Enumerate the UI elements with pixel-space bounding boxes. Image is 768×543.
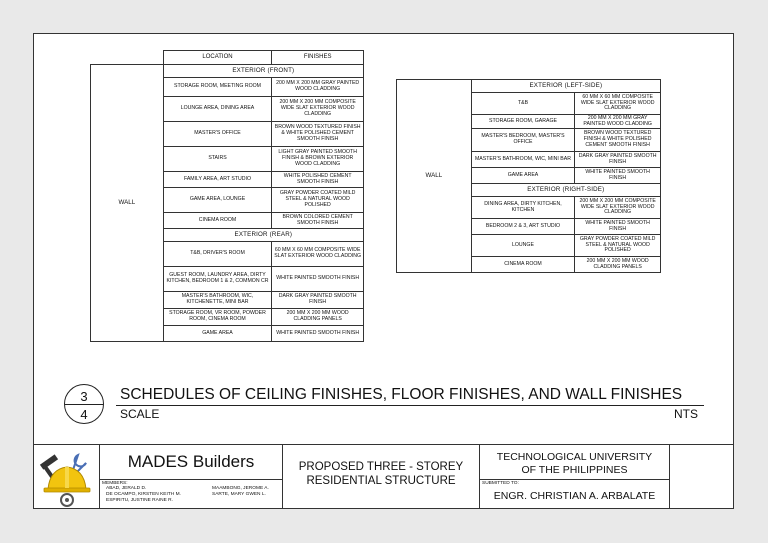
- company-cell: [100, 445, 283, 509]
- location-cell: T&B: [471, 93, 575, 115]
- school-name-line: OF THE PHILIPPINES: [521, 463, 628, 476]
- title-block-blank-cell: [670, 445, 733, 509]
- section-heading: EXTERIOR (RIGHT-SIDE): [471, 184, 660, 197]
- location-cell: DINING AREA, DIRTY KITCHEN, KITCHEN: [471, 197, 575, 219]
- project-cell: [283, 445, 480, 509]
- location-cell: LOUNGE: [471, 235, 575, 257]
- school-cell: [480, 445, 670, 509]
- company-logo: [34, 445, 100, 509]
- finish-cell: 200 MM X 200 MM COMPOSITE WIDE SLAT EXTERIOR WOOD CLADDING: [272, 97, 364, 122]
- school-name-line: TECHNOLOGICAL UNIVERSITY: [496, 451, 653, 463]
- location-cell: GAME AREA: [471, 168, 575, 184]
- column-header-location: LOCATION: [163, 51, 272, 65]
- finish-cell: LIGHT GRAY PAINTED SMOOTH FINISH & BROWN EXTERIOR WOOD CLADDING: [272, 147, 364, 172]
- scale-label: SCALE: [120, 407, 160, 421]
- submitted-to-name: ENGR. CHRISTIAN A. ARBALATE: [493, 490, 656, 502]
- scale-value: NTS: [674, 407, 698, 421]
- builder-helmet-tools-icon: [34, 445, 100, 509]
- schedule-title: SCHEDULES OF CEILING FINISHES, FLOOR FINISHES, AND WALL FINISHES: [120, 386, 683, 403]
- member-name: MAAMBONG, JEROME A.: [212, 486, 269, 491]
- wall-finishes-table-front-rear: [90, 50, 364, 342]
- drawing-sheet: [33, 33, 734, 509]
- location-cell: FAMILY AREA, ART STUDIO: [163, 172, 272, 188]
- submitted-to-label: SUBMITTED TO:: [482, 481, 519, 486]
- section-heading: EXTERIOR (REAR): [163, 229, 363, 242]
- wall-finishes-table-sides: [396, 79, 661, 273]
- finish-cell: WHITE PAINTED SMOOTH FINISH: [575, 219, 661, 235]
- finish-cell: WHITE PAINTED SMOOTH FINISH: [272, 267, 364, 292]
- project-name-line: RESIDENTIAL STRUCTURE: [306, 474, 456, 487]
- location-cell: STORAGE ROOM, MEETING ROOM: [163, 78, 272, 97]
- member-name: SARTE, MARY GWEN L.: [212, 491, 266, 497]
- location-cell: MASTER'S BATHROOM, WIC, MINI BAR: [471, 152, 575, 168]
- finish-cell: 200 MM X 200 MM GRAY PAINTED WOOD CLADDING: [575, 115, 661, 129]
- finish-cell: BROWN COLORED CEMENT SMOOTH FINISH: [272, 213, 364, 229]
- section-heading: EXTERIOR (LEFT-SIDE): [471, 80, 660, 93]
- column-header-finishes: FINISHES: [272, 51, 364, 65]
- location-cell: MASTER'S OFFICE: [163, 122, 272, 147]
- project-name: [283, 461, 479, 489]
- table-corner-cell: [91, 51, 164, 65]
- wall-label: WALL: [91, 65, 164, 342]
- location-cell: GAME AREA: [163, 326, 272, 342]
- finish-cell: 200 MM X 200 MM WOOD CLADDING PANELS: [272, 309, 364, 326]
- finish-cell: BROWN WOOD TEXTURED FINISH & WHITE POLISHED CEMENT SMOOTH FINISH: [575, 129, 661, 152]
- member-name: ESPIRITU, JUSTINE RAINE R.: [106, 497, 173, 503]
- project-name-line: PROPOSED THREE - STOREY: [298, 461, 464, 473]
- finish-cell: 60 MM X 60 MM COMPOSITE WIDE SLAT EXTERIOR WOOD CLADDING: [575, 93, 661, 115]
- title-block: [34, 444, 733, 509]
- location-cell: STORAGE ROOM, VR ROOM, POWDER ROOM, CINEMA ROOM: [163, 309, 272, 326]
- finish-cell: GRAY POWDER COATED MILD STEEL & NATURAL WOOD POLISHED: [575, 235, 661, 257]
- location-cell: GAME AREA, LOUNGE: [163, 188, 272, 213]
- location-cell: CINEMA ROOM: [163, 213, 272, 229]
- company-name: MADES Builders: [127, 452, 255, 471]
- finish-cell: WHITE PAINTED SMOOTH FINISH: [272, 326, 364, 342]
- wall-label: WALL: [397, 80, 472, 273]
- finish-cell: 200 MM X 200 MM WOOD CLADDING PANELS: [575, 257, 661, 273]
- finish-cell: WHITE PAINTED SMOOTH FINISH: [575, 168, 661, 184]
- location-cell: BEDROOM 2 & 3, ART STUDIO: [471, 219, 575, 235]
- finish-cell: 60 MM X 60 MM COMPOSITE WIDE SLAT EXTERIOR WOOD CLADDING: [272, 242, 364, 267]
- members-label: MEMBERS:: [102, 481, 128, 486]
- finish-cell: WHITE POLISHED CEMENT SMOOTH FINISH: [272, 172, 364, 188]
- location-cell: MASTER'S BEDROOM, MASTER'S OFFICE: [471, 129, 575, 152]
- location-cell: LOUNGE AREA, DINING AREA: [163, 97, 272, 122]
- member-name: ABAD, JERALD D.: [106, 486, 147, 491]
- finish-cell: GRAY POWDER COATED MILD STEEL & NATURAL WOOD POLISHED: [272, 188, 364, 213]
- location-cell: T&B, DRIVER'S ROOM: [163, 242, 272, 267]
- location-cell: STAIRS: [163, 147, 272, 172]
- finish-cell: 200 MM X 200 MM COMPOSITE WIDE SLAT EXTERIOR WOOD CLADDING: [575, 197, 661, 219]
- sheet-total: 4: [80, 407, 88, 422]
- finish-cell: DARK GRAY PAINTED SMOOTH FINISH: [272, 292, 364, 309]
- location-cell: STORAGE ROOM, GARAGE: [471, 115, 575, 129]
- finish-cell: DARK GRAY PAINTED SMOOTH FINISH: [575, 152, 661, 168]
- location-cell: MASTER'S BATHROOM, WIC, KITCHENETTE, MINI BAR: [163, 292, 272, 309]
- location-cell: GUEST ROOM, LAUNDRY AREA, DIRTY KITCHEN, BEDROOM 1 & 2, COMMON CR: [163, 267, 272, 292]
- sheet-number-marker: [64, 384, 104, 424]
- member-name: DE OCAMPO, KIRSTEN KEITH M.: [106, 491, 181, 497]
- finish-cell: BROWN WOOD TEXTURED FINISH & WHITE POLISHED CEMENT SMOOTH FINISH: [272, 122, 364, 147]
- schedule-title-block: [64, 384, 704, 428]
- section-heading: EXTERIOR (FRONT): [163, 65, 363, 78]
- finish-cell: 200 MM X 200 MM GRAY PAINTED WOOD CLADDING: [272, 78, 364, 97]
- sheet-number: 3: [80, 389, 88, 404]
- location-cell: CINEMA ROOM: [471, 257, 575, 273]
- school-name: [480, 451, 669, 476]
